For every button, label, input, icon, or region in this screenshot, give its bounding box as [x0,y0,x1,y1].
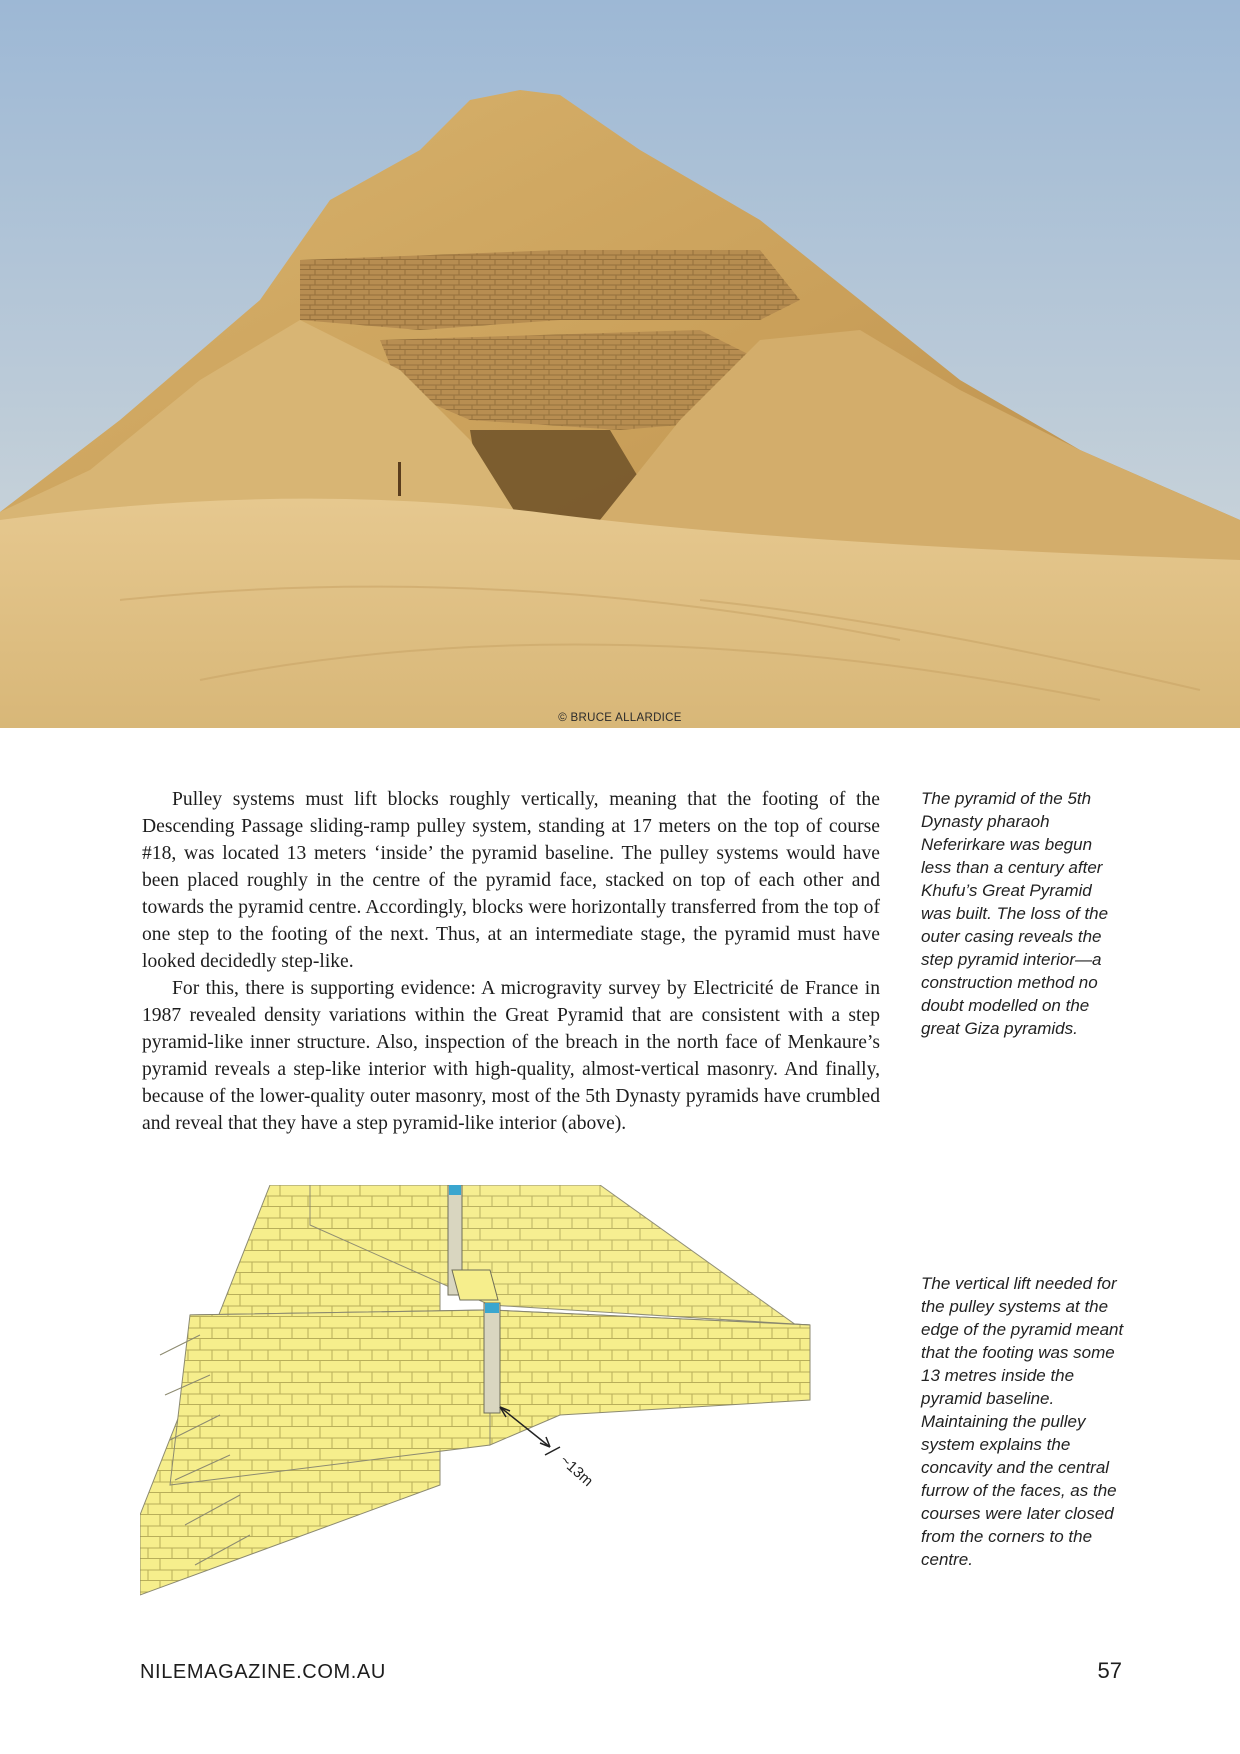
pyramid-photo [0,0,1240,728]
paragraph: For this, there is supporting evidence: A microgravity survey by Electricité de France in 1987 revealed density variations within the Great Pyramid that are consistent with a step pyramid-like inner structure. Also, inspection of the breach in the north face of Menkaure’s pyramid reveals a step-like interior with high-quality, almost-vertical masonry. And finally, because of the lower-quality outer masonry, most of the 5th Dynasty pyramids have crumbled and reveal that they have a step pyramid-like interior (above). [142,978,880,1134]
footer-site-url[interactable]: NILEMAGAZINE.COM.AU [140,1661,386,1683]
photo-caption: The pyramid of the 5th Dynasty pharaoh Neferirkare was begun less than a century after Khufu’s Great Pyramid was built. The loss of the outer casing reveals the step pyramid interior—a construction method no doubt modelled on the great Giza pyramids. [921,789,1109,1038]
diagram-caption: The vertical lift needed for the pulley systems at the edge of the pyramid meant that the footing was some 13 metres inside the pyramid baseline. Maintaining the pulley system explains the concavity and the central furrow of the faces, as the courses were later closed from the corners to the centre. [921,1274,1124,1569]
measurement-label: ~13m [556,1452,597,1491]
page-number: 57 [1097,1658,1122,1683]
photo-credit: © BRUCE ALLARDICE [558,712,682,724]
hero-photo [0,0,1240,728]
article-body [142,786,880,1137]
pyramid-diagram [140,1185,920,1605]
paragraph: Pulley systems must lift blocks roughly vertically, meaning that the footing of the Descending Passage sliding-ramp pulley system, standing at 17 meters on the top of course #18, was located 13 meters ‘inside’ the pyramid baseline. The pulley systems would have been placed roughly in the centre of the pyramid face, stacked on top of each other and towards the pyramid centre. Accordingly, blocks were horizontally transferred from the top of one step to the footing of the next. Thus, at an intermediate stage, the pyramid must have looked decidedly step-like. [142,789,880,972]
